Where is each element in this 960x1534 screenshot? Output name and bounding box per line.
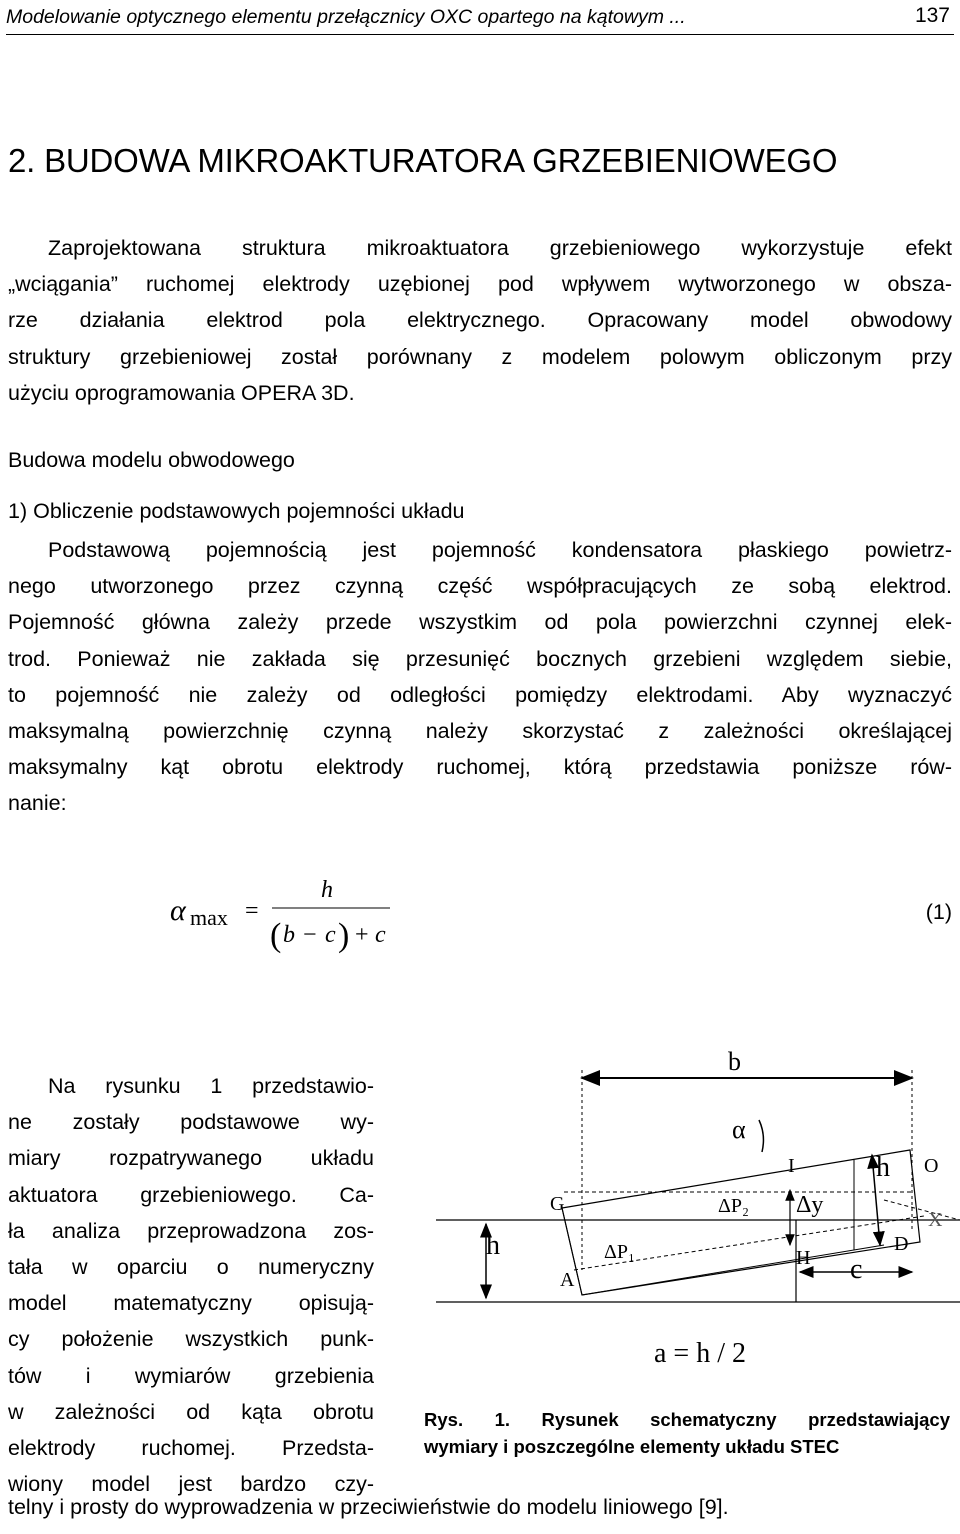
label-I: I	[788, 1155, 795, 1177]
text-line: nego utworzonego przez czynną część współpracujących ze sobą elektrod.	[8, 574, 952, 599]
text-line: struktury grzebieniowej został porównany z modelem polowym obliczonym przy	[8, 344, 952, 369]
text-line: ne zostały podstawowe wy-	[8, 1110, 374, 1135]
subheading: Budowa modelu obwodowego	[8, 448, 295, 472]
text-line: wiony model jest bardzo czy-	[8, 1472, 374, 1497]
list-item: 1) Obliczenie podstawowych pojemności układu	[8, 499, 465, 523]
caption-line: wymiary i poszczególne elementy układu STEC	[424, 1436, 840, 1457]
label-alpha: α	[732, 1115, 746, 1144]
text-line: ła analiza przeprowadzona zos-	[8, 1218, 374, 1243]
text-line: tów i wymiarów grzebienia	[8, 1363, 374, 1388]
running-header	[6, 2, 954, 36]
eq-paren-open: (	[270, 917, 282, 954]
text-line: model matematyczny opisują-	[8, 1291, 374, 1316]
equation	[0, 860, 960, 960]
text-line: telny i prosty do wyprowadzenia w przeciwieństwie do modelu liniowego [9].	[8, 1495, 729, 1519]
label-h-left: h	[486, 1230, 500, 1261]
dashed-extension-X	[884, 1200, 960, 1220]
label-a-formula: a = h / 2	[654, 1338, 746, 1369]
text-line: nanie:	[8, 791, 67, 816]
label-dP1: ΔP₁	[604, 1241, 635, 1263]
figure-diagram	[414, 1040, 960, 1380]
label-G: G	[550, 1193, 565, 1215]
page-number: 137	[914, 4, 950, 27]
label-X: X	[928, 1209, 943, 1231]
label-D: D	[894, 1233, 909, 1255]
movable-electrode	[562, 1150, 920, 1295]
label-O: O	[924, 1155, 939, 1177]
text-line: trod. Ponieważ nie zakłada się przesunięć bocznych grzebieni względem siebie,	[8, 646, 952, 671]
running-header-title: Modelowanie optycznego elementu przełącznicy OXC opartego na kątowym ...	[6, 6, 686, 28]
eq-numerator: h	[321, 877, 333, 903]
eq-den-minus: −	[303, 922, 317, 948]
section-heading: 2. BUDOWA MIKROAKTURATORA GRZEBIENIOWEGO	[8, 142, 838, 179]
text-line: „wciągania” ruchomej elektrody uzębionej pod wpływem wytworzonego w obsza-	[8, 272, 952, 297]
equation-number: (1)	[925, 900, 952, 924]
text-line: aktuatora grzebieniowego. Ca-	[8, 1182, 374, 1207]
text-line: maksymalną powierzchnię czynną należy skorzystać z zależności określającej	[8, 719, 952, 744]
label-dP2: ΔP₂	[718, 1195, 749, 1217]
eq-den-plus: +	[355, 922, 369, 948]
label-b: b	[728, 1047, 741, 1076]
eq-den-c2: c	[375, 922, 386, 948]
header-rule	[6, 34, 954, 35]
eq-paren-close: )	[338, 917, 350, 954]
intro-paragraph	[8, 230, 952, 411]
eq-alpha: α	[170, 894, 186, 927]
caption-line: Rys. 1. Rysunek schematyczny przedstawiający	[424, 1409, 950, 1430]
label-h-right: h	[876, 1152, 890, 1183]
eq-equals: =	[245, 898, 259, 924]
text-line: cy położenie wszystkich punk-	[8, 1327, 374, 1352]
label-H: H	[796, 1247, 811, 1269]
text-line: użyciu oprogramowania OPERA 3D.	[8, 380, 355, 405]
body-paragraph	[8, 532, 952, 822]
text-line: to pojemność nie zależy od odległości pomiędzy elektrodami. Aby wyznaczyć	[8, 682, 952, 707]
text-line: Zaprojektowana struktura mikroaktuatora grzebieniowego wykorzystuje efekt	[48, 236, 952, 260]
label-dy: Δy	[796, 1192, 824, 1218]
eq-den-c: c	[325, 922, 336, 948]
comb-actuator-diagram	[414, 1040, 960, 1380]
text-line: miary rozpatrywanego układu	[8, 1146, 374, 1171]
eq-subscript: max	[190, 905, 228, 930]
equation-formula	[0, 860, 700, 960]
label-c: c	[850, 1254, 863, 1285]
text-line: w zależności od kąta obrotu	[8, 1399, 374, 1424]
alpha-arc	[759, 1120, 763, 1152]
text-line: tała w oparciu o numeryczny	[8, 1255, 374, 1280]
label-A: A	[560, 1269, 575, 1291]
text-line: maksymalny kąt obrotu elektrody ruchomej, którą przedstawia poniższe rów-	[8, 755, 952, 780]
side-paragraph	[8, 1068, 374, 1502]
text-line: elektrody ruchomej. Przedsta-	[8, 1436, 374, 1461]
text-line: Na rysunku 1 przedstawio-	[48, 1074, 374, 1098]
text-line: rze działania elektrod pola elektrycznego. Opracowany model obwodowy	[8, 308, 952, 333]
figure-caption	[424, 1406, 950, 1460]
text-line: Podstawową pojemnością jest pojemność kondensatora płaskiego powietrz-	[48, 538, 952, 562]
eq-den-b: b	[283, 922, 295, 948]
text-line: Pojemność główna zależy przede wszystkim od pola powierzchni czynnej elek-	[8, 610, 952, 635]
